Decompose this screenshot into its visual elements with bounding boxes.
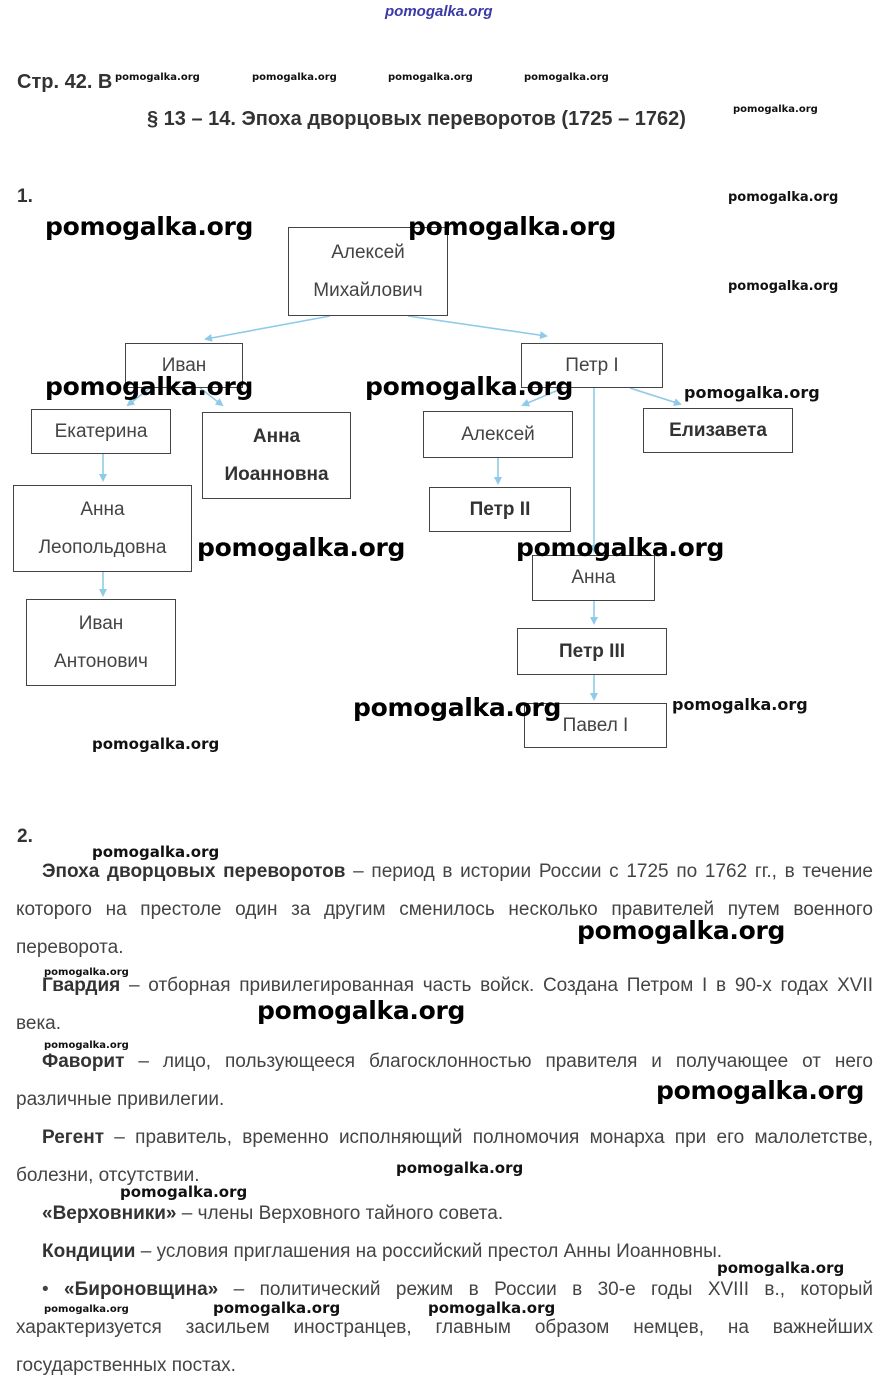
tree-node-aleksey: [423, 411, 573, 458]
watermark: pomogalka.org: [365, 372, 574, 401]
tree-node-label: Алексей: [331, 241, 405, 263]
watermark: pomogalka.org: [388, 72, 473, 83]
definition-text: – члены Верховного тайного совета.: [176, 1203, 504, 1224]
definition-text: – политический режим в России в 30-е годы XVIII в., который характеризуется засильем иностранцев, главным образом немцев, на важнейших государственных постах.: [16, 1279, 873, 1376]
watermark: pomogalka.org: [213, 1299, 341, 1317]
watermark-top: pomogalka.org: [385, 3, 493, 20]
section-number-2: 2.: [17, 826, 33, 847]
watermark: pomogalka.org: [252, 72, 337, 83]
tree-node-label: Петр I: [565, 354, 619, 376]
tree-node-anna-leopoldovna: [13, 485, 192, 572]
definition-text: – период в истории России с 1725 по 1762 гг., в течение которого на престоле один за другим сменилось несколько правителей путем военного переворота.: [16, 861, 873, 958]
watermark: pomogalka.org: [728, 279, 839, 294]
watermark: pomogalka.org: [44, 967, 129, 978]
tree-node-label: Павел I: [562, 714, 629, 736]
definition-term: Фаворит: [42, 1051, 125, 1072]
watermark: pomogalka.org: [257, 996, 466, 1025]
watermark: pomogalka.org: [120, 1183, 248, 1201]
definition-paragraph: [16, 1271, 873, 1385]
tree-node-label: Антонович: [54, 650, 148, 672]
definition-paragraph: [16, 853, 873, 967]
bullet: •: [42, 1279, 65, 1300]
tree-node-label: Анна: [571, 567, 616, 588]
watermark: pomogalka.org: [577, 916, 786, 945]
arrow-aleksey-m-to-petr1: [408, 316, 546, 336]
definition-term: Эпоха дворцовых переворотов: [42, 861, 346, 882]
watermark: pomogalka.org: [672, 695, 808, 714]
watermark: pomogalka.org: [428, 1299, 556, 1317]
definition-term: «Бироновщина»: [64, 1279, 219, 1300]
tree-node-label: Михайлович: [313, 279, 423, 301]
arrow-petr1-to-elizaveta: [630, 388, 680, 404]
watermark: pomogalka.org: [115, 72, 200, 83]
tree-node-label: Леопольдовна: [38, 536, 167, 558]
definition-text: – лицо, пользующееся благосклонностью правителя и получающее от него различные привилегии.: [16, 1051, 873, 1110]
tree-node-label: Елизавета: [669, 419, 767, 441]
watermark: pomogalka.org: [45, 212, 254, 241]
watermark: pomogalka.org: [197, 533, 406, 562]
tree-node-ekaterina: [31, 409, 171, 454]
tree-node-label: Алексей: [461, 423, 535, 445]
page-reference: Стр. 42. В: [17, 71, 113, 93]
watermark: pomogalka.org: [396, 1159, 524, 1177]
watermark: pomogalka.org: [516, 533, 725, 562]
tree-node-ivan-antonovich: [26, 599, 176, 686]
watermark: pomogalka.org: [44, 1304, 129, 1315]
tree-node-label: Иоанновна: [224, 463, 329, 485]
watermark: pomogalka.org: [524, 72, 609, 83]
watermark: pomogalka.org: [44, 1040, 129, 1051]
watermark: pomogalka.org: [353, 693, 562, 722]
section-number-1: 1.: [17, 186, 33, 207]
definition-text: – отборная привилегированная часть войск. Создана Петром I в 90-х годах XVII века.: [16, 975, 873, 1034]
watermark: pomogalka.org: [408, 212, 617, 241]
tree-node-label: Анна: [80, 498, 125, 520]
watermark: pomogalka.org: [728, 190, 839, 205]
definition-text: – условия приглашения на российский престол Анны Иоанновны.: [135, 1241, 723, 1262]
tree-node-label: Иван: [78, 612, 124, 634]
definition-term: Регент: [42, 1127, 105, 1148]
definition-term: Кондиции: [42, 1241, 136, 1262]
watermark: pomogalka.org: [45, 372, 254, 401]
watermark: pomogalka.org: [92, 843, 220, 861]
page-title: § 13 – 14. Эпоха дворцовых переворотов (1725 – 1762): [147, 108, 686, 130]
watermark: pomogalka.org: [656, 1076, 865, 1105]
tree-node-label: Петр III: [559, 640, 625, 662]
definition-term: Гвардия: [42, 975, 121, 996]
tree-node-petr-2: [429, 487, 571, 532]
watermark: pomogalka.org: [717, 1259, 845, 1277]
definition-text: – правитель, временно исполняющий полномочия монарха при его малолетстве, болезни, отсутствии.: [16, 1127, 873, 1186]
tree-node-label: Анна: [252, 425, 301, 447]
tree-node-label: Петр II: [469, 498, 531, 520]
tree-node-label: Иван: [161, 354, 207, 376]
watermark: pomogalka.org: [733, 104, 818, 115]
watermark: pomogalka.org: [684, 383, 820, 402]
tree-node-petr-3: [517, 628, 667, 675]
definition-term: «Верховники»: [42, 1203, 177, 1224]
tree-node-elizaveta: [643, 408, 793, 453]
tree-node-anna-ioannovna: [202, 412, 351, 499]
tree-node-label: Екатерина: [54, 420, 148, 442]
watermark: pomogalka.org: [92, 735, 220, 753]
arrow-aleksey-m-to-ivan: [206, 316, 330, 339]
